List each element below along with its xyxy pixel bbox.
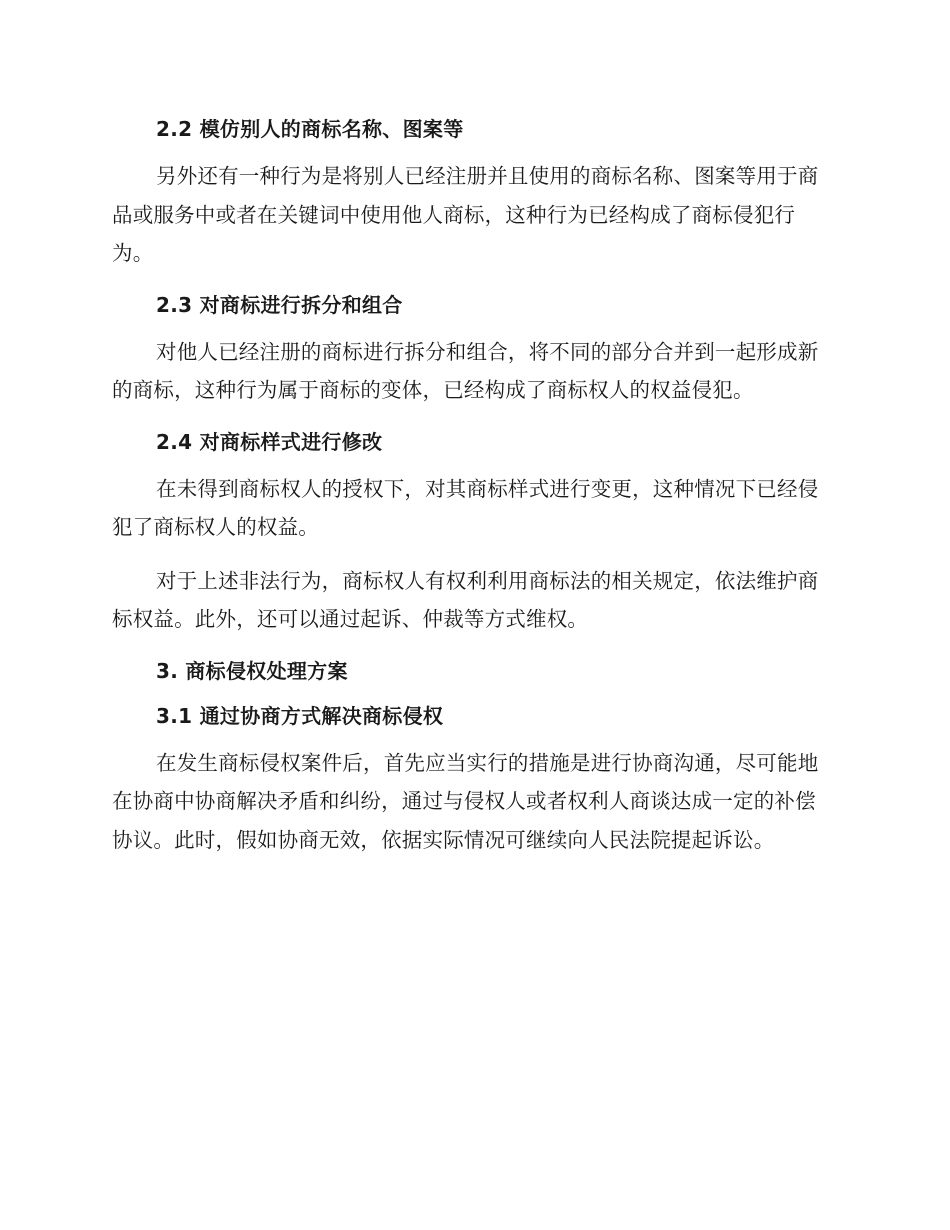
paragraph: 在未得到商标权人的授权下，对其商标样式进行变更，这种情况下已经侵犯了商标权人的权益。 bbox=[112, 476, 819, 539]
paragraph: 对于上述非法行为，商标权人有权利利用商标法的相关规定，依法维护商标权益。此外，还可以通过起诉、仲裁等方式维权。 bbox=[112, 568, 819, 631]
section-heading-3-1: 3.1 通过协商方式解决商标侵权 bbox=[156, 703, 444, 728]
section-heading-3: 3. 商标侵权处理方案 bbox=[156, 658, 348, 683]
section-heading-2-2: 2.2 模仿别人的商标名称、图案等 bbox=[156, 117, 464, 141]
section-heading-2-4: 2.4 对商标样式进行修改 bbox=[156, 429, 383, 454]
document-page bbox=[112, 112, 832, 859]
paragraph: 另外还有一种行为是将别人已经注册并且使用的商标名称、图案等用于商品或服务中或者在关键词中使用他人商标，这种行为已经构成了商标侵犯行为。 bbox=[112, 164, 819, 265]
paragraph: 在发生商标侵权案件后，首先应当实行的措施是进行协商沟通，尽可能地在协商中协商解决矛盾和纠纷，通过与侵权人或者权利人商谈达成一定的补偿协议。此时，假如协商无效，依据实际情况可继续向人民法院提起诉讼。 bbox=[112, 750, 819, 852]
section-heading-2-3: 2.3 对商标进行拆分和组合 bbox=[156, 292, 403, 317]
paragraph: 对他人已经注册的商标进行拆分和组合，将不同的部分合并到一起形成新的商标，这种行为属于商标的变体，已经构成了商标权人的权益侵犯。 bbox=[112, 339, 819, 402]
